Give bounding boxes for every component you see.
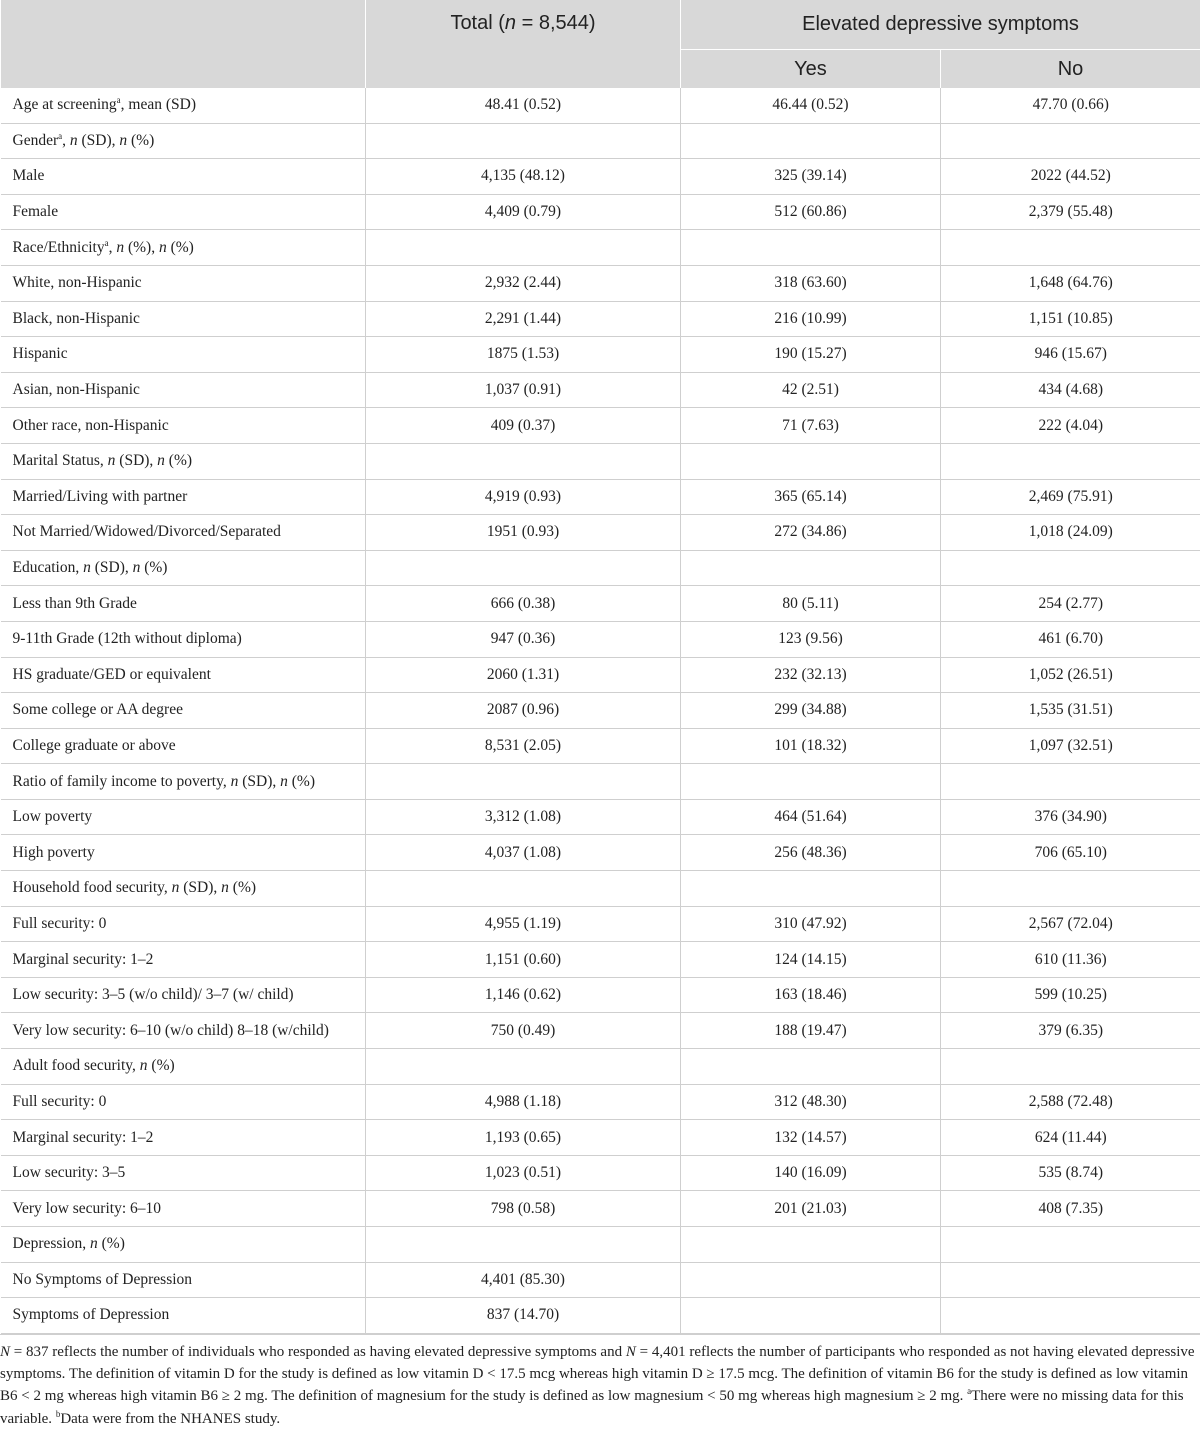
cell-yes	[681, 123, 941, 159]
cell-total	[366, 1227, 681, 1263]
row-label: Very low security: 6–10 (w/o child) 8–18 (w/child)	[1, 1013, 366, 1049]
table-footnote: N = 837 reflects the number of individuals who responded as having elevated depressive symptoms and N = 4,401 reflects the number of participants who responded as not having elevated depressive symptoms. The definition of vitamin D for the study is defined as low vitamin D < 17.5 mcg whereas high vitamin D ≥ 17.5 mcg. The definition of vitamin B6 for the study is defined as low vitamin B6 < 2 mg whereas high vitamin B6 ≥ 2 mg. The definition of magnesium for the study is defined as low magnesium < 50 mg whereas high magnesium ≥ 2 mg. $^a$There were no missing data for this variable. $^b$Data were from the NHANES study.	[0, 1334, 1200, 1430]
table-row	[1, 159, 1200, 195]
row-label: Symptoms of Depression	[1, 1298, 366, 1334]
row-label: Not Married/Widowed/Divorced/Separated	[1, 515, 366, 551]
cell-yes: 256 (48.36)	[681, 835, 941, 871]
cell-yes	[681, 871, 941, 907]
cell-yes: 190 (15.27)	[681, 337, 941, 373]
table-row	[1, 301, 1200, 337]
cell-yes: 140 (16.09)	[681, 1155, 941, 1191]
table-row	[1, 1191, 1200, 1227]
cell-total: 1,146 (0.62)	[366, 977, 681, 1013]
table-row	[1, 1049, 1200, 1085]
cell-total: 3,312 (1.08)	[366, 799, 681, 835]
row-label: Low poverty	[1, 799, 366, 835]
row-label: High poverty	[1, 835, 366, 871]
table-row	[1, 1298, 1200, 1334]
table-row	[1, 657, 1200, 693]
cell-yes: 124 (14.15)	[681, 942, 941, 978]
cell-no: 2,379 (55.48)	[941, 194, 1200, 230]
cell-total: 2060 (1.31)	[366, 657, 681, 693]
cell-total: 1951 (0.93)	[366, 515, 681, 551]
row-label: Depression, n (%)	[1, 1227, 366, 1263]
table-row	[1, 799, 1200, 835]
cell-total: 1,193 (0.65)	[366, 1120, 681, 1156]
row-label: Adult food security, n (%)	[1, 1049, 366, 1085]
cell-no	[941, 550, 1200, 586]
table-body	[1, 88, 1200, 1333]
table-row	[1, 906, 1200, 942]
cell-no: 47.70 (0.66)	[941, 88, 1200, 123]
cell-total	[366, 443, 681, 479]
row-label: Gender$^a$, n (SD), n (%)	[1, 123, 366, 159]
row-label: Black, non-Hispanic	[1, 301, 366, 337]
cell-total: 1875 (1.53)	[366, 337, 681, 373]
cell-no	[941, 1262, 1200, 1298]
cell-yes	[681, 443, 941, 479]
cell-total: 666 (0.38)	[366, 586, 681, 622]
cell-no: 222 (4.04)	[941, 408, 1200, 444]
cell-no: 706 (65.10)	[941, 835, 1200, 871]
cell-yes: 272 (34.86)	[681, 515, 941, 551]
table-row	[1, 479, 1200, 515]
table-row	[1, 265, 1200, 301]
cell-yes: 318 (63.60)	[681, 265, 941, 301]
table-row	[1, 871, 1200, 907]
table-row	[1, 194, 1200, 230]
cell-no: 1,097 (32.51)	[941, 728, 1200, 764]
cell-no: 1,535 (31.51)	[941, 693, 1200, 729]
cell-no	[941, 1227, 1200, 1263]
cell-yes: 310 (47.92)	[681, 906, 941, 942]
row-label: Ratio of family income to poverty, n (SD), n (%)	[1, 764, 366, 800]
cell-no: 1,018 (24.09)	[941, 515, 1200, 551]
row-label: Low security: 3–5 (w/o child)/ 3–7 (w/ child)	[1, 977, 366, 1013]
cell-total: 1,037 (0.91)	[366, 372, 681, 408]
cell-no	[941, 123, 1200, 159]
table-row	[1, 372, 1200, 408]
header-total: Total (n = 8,544)	[366, 0, 681, 88]
cell-total: 4,955 (1.19)	[366, 906, 681, 942]
cell-total: 409 (0.37)	[366, 408, 681, 444]
cell-total: 750 (0.49)	[366, 1013, 681, 1049]
cell-no: 2,469 (75.91)	[941, 479, 1200, 515]
cell-yes	[681, 1049, 941, 1085]
table-row	[1, 123, 1200, 159]
cell-yes	[681, 1262, 941, 1298]
row-label: Marginal security: 1–2	[1, 942, 366, 978]
cell-yes: 46.44 (0.52)	[681, 88, 941, 123]
table-row	[1, 1084, 1200, 1120]
table-row	[1, 764, 1200, 800]
row-label: Other race, non-Hispanic	[1, 408, 366, 444]
cell-no: 408 (7.35)	[941, 1191, 1200, 1227]
table-row	[1, 550, 1200, 586]
cell-total: 947 (0.36)	[366, 621, 681, 657]
header-elevated-depressive-symptoms: Elevated depressive symptoms	[681, 0, 1200, 50]
cell-total: 798 (0.58)	[366, 1191, 681, 1227]
cell-yes: 71 (7.63)	[681, 408, 941, 444]
cell-no	[941, 764, 1200, 800]
row-label: Full security: 0	[1, 1084, 366, 1120]
cell-no	[941, 1298, 1200, 1334]
row-label: Female	[1, 194, 366, 230]
table-row	[1, 88, 1200, 123]
row-label: Asian, non-Hispanic	[1, 372, 366, 408]
table-header	[1, 0, 1200, 88]
cell-yes: 42 (2.51)	[681, 372, 941, 408]
cell-total: 2,291 (1.44)	[366, 301, 681, 337]
cell-yes: 464 (51.64)	[681, 799, 941, 835]
table-row	[1, 977, 1200, 1013]
cell-no: 379 (6.35)	[941, 1013, 1200, 1049]
cell-no: 2,588 (72.48)	[941, 1084, 1200, 1120]
header-no: No	[941, 50, 1200, 89]
row-label: White, non-Hispanic	[1, 265, 366, 301]
cell-no: 535 (8.74)	[941, 1155, 1200, 1191]
cell-no: 2022 (44.52)	[941, 159, 1200, 195]
cell-yes: 232 (32.13)	[681, 657, 941, 693]
cell-total: 4,135 (48.12)	[366, 159, 681, 195]
cell-yes: 132 (14.57)	[681, 1120, 941, 1156]
cell-yes	[681, 1298, 941, 1334]
cell-no	[941, 871, 1200, 907]
cell-yes: 188 (19.47)	[681, 1013, 941, 1049]
table-row	[1, 515, 1200, 551]
table-row	[1, 621, 1200, 657]
cell-total: 4,037 (1.08)	[366, 835, 681, 871]
row-label: Age at screening$^a$, mean (SD)	[1, 88, 366, 123]
cell-yes: 299 (34.88)	[681, 693, 941, 729]
row-label: Full security: 0	[1, 906, 366, 942]
table-row	[1, 728, 1200, 764]
table-row	[1, 942, 1200, 978]
row-label: HS graduate/GED or equivalent	[1, 657, 366, 693]
table-row	[1, 408, 1200, 444]
row-label: Hispanic	[1, 337, 366, 373]
cell-total	[366, 550, 681, 586]
cell-yes	[681, 230, 941, 266]
cell-no: 434 (4.68)	[941, 372, 1200, 408]
cell-no: 1,151 (10.85)	[941, 301, 1200, 337]
cell-no: 1,052 (26.51)	[941, 657, 1200, 693]
cell-total: 8,531 (2.05)	[366, 728, 681, 764]
cell-no	[941, 1049, 1200, 1085]
cell-total	[366, 764, 681, 800]
cell-yes: 512 (60.86)	[681, 194, 941, 230]
row-label: Marginal security: 1–2	[1, 1120, 366, 1156]
cell-total: 4,401 (85.30)	[366, 1262, 681, 1298]
cell-no	[941, 230, 1200, 266]
row-label: Education, n (SD), n (%)	[1, 550, 366, 586]
table-row	[1, 1120, 1200, 1156]
row-label: Some college or AA degree	[1, 693, 366, 729]
cell-total: 4,919 (0.93)	[366, 479, 681, 515]
row-label: Less than 9th Grade	[1, 586, 366, 622]
cell-no: 1,648 (64.76)	[941, 265, 1200, 301]
cell-no: 946 (15.67)	[941, 337, 1200, 373]
row-label: Low security: 3–5	[1, 1155, 366, 1191]
table-row	[1, 337, 1200, 373]
cell-yes: 80 (5.11)	[681, 586, 941, 622]
table-row	[1, 693, 1200, 729]
row-label: Marital Status, n (SD), n (%)	[1, 443, 366, 479]
table-row	[1, 1013, 1200, 1049]
cell-total: 48.41 (0.52)	[366, 88, 681, 123]
cell-total: 837 (14.70)	[366, 1298, 681, 1334]
cell-yes: 123 (9.56)	[681, 621, 941, 657]
cell-total: 2,932 (2.44)	[366, 265, 681, 301]
cell-yes	[681, 1227, 941, 1263]
table-row	[1, 586, 1200, 622]
cell-no: 461 (6.70)	[941, 621, 1200, 657]
cell-yes: 312 (48.30)	[681, 1084, 941, 1120]
cell-total	[366, 1049, 681, 1085]
row-label: Married/Living with partner	[1, 479, 366, 515]
cell-yes: 163 (18.46)	[681, 977, 941, 1013]
cell-yes: 201 (21.03)	[681, 1191, 941, 1227]
cell-no: 376 (34.90)	[941, 799, 1200, 835]
row-label: Very low security: 6–10	[1, 1191, 366, 1227]
cell-yes: 101 (18.32)	[681, 728, 941, 764]
row-label: Race/Ethnicity$^a$, n (%), n (%)	[1, 230, 366, 266]
cell-total: 1,023 (0.51)	[366, 1155, 681, 1191]
cell-total: 1,151 (0.60)	[366, 942, 681, 978]
table-row	[1, 1155, 1200, 1191]
row-label: 9-11th Grade (12th without diploma)	[1, 621, 366, 657]
cell-yes	[681, 764, 941, 800]
cell-yes	[681, 550, 941, 586]
cell-total	[366, 871, 681, 907]
table-row	[1, 443, 1200, 479]
cell-no	[941, 443, 1200, 479]
table-row	[1, 230, 1200, 266]
table-row	[1, 835, 1200, 871]
row-label: Male	[1, 159, 366, 195]
cell-yes: 216 (10.99)	[681, 301, 941, 337]
table-row	[1, 1227, 1200, 1263]
cell-no: 254 (2.77)	[941, 586, 1200, 622]
cell-no: 610 (11.36)	[941, 942, 1200, 978]
row-label: College graduate or above	[1, 728, 366, 764]
cell-total	[366, 123, 681, 159]
cell-yes: 325 (39.14)	[681, 159, 941, 195]
cell-no: 624 (11.44)	[941, 1120, 1200, 1156]
cell-yes: 365 (65.14)	[681, 479, 941, 515]
cell-total: 4,988 (1.18)	[366, 1084, 681, 1120]
header-blank-cell	[1, 0, 366, 88]
header-yes: Yes	[681, 50, 941, 89]
table-row	[1, 1262, 1200, 1298]
cell-total: 2087 (0.96)	[366, 693, 681, 729]
cell-total: 4,409 (0.79)	[366, 194, 681, 230]
cell-total	[366, 230, 681, 266]
cell-no: 2,567 (72.04)	[941, 906, 1200, 942]
row-label: Household food security, n (SD), n (%)	[1, 871, 366, 907]
row-label: No Symptoms of Depression	[1, 1262, 366, 1298]
cell-no: 599 (10.25)	[941, 977, 1200, 1013]
